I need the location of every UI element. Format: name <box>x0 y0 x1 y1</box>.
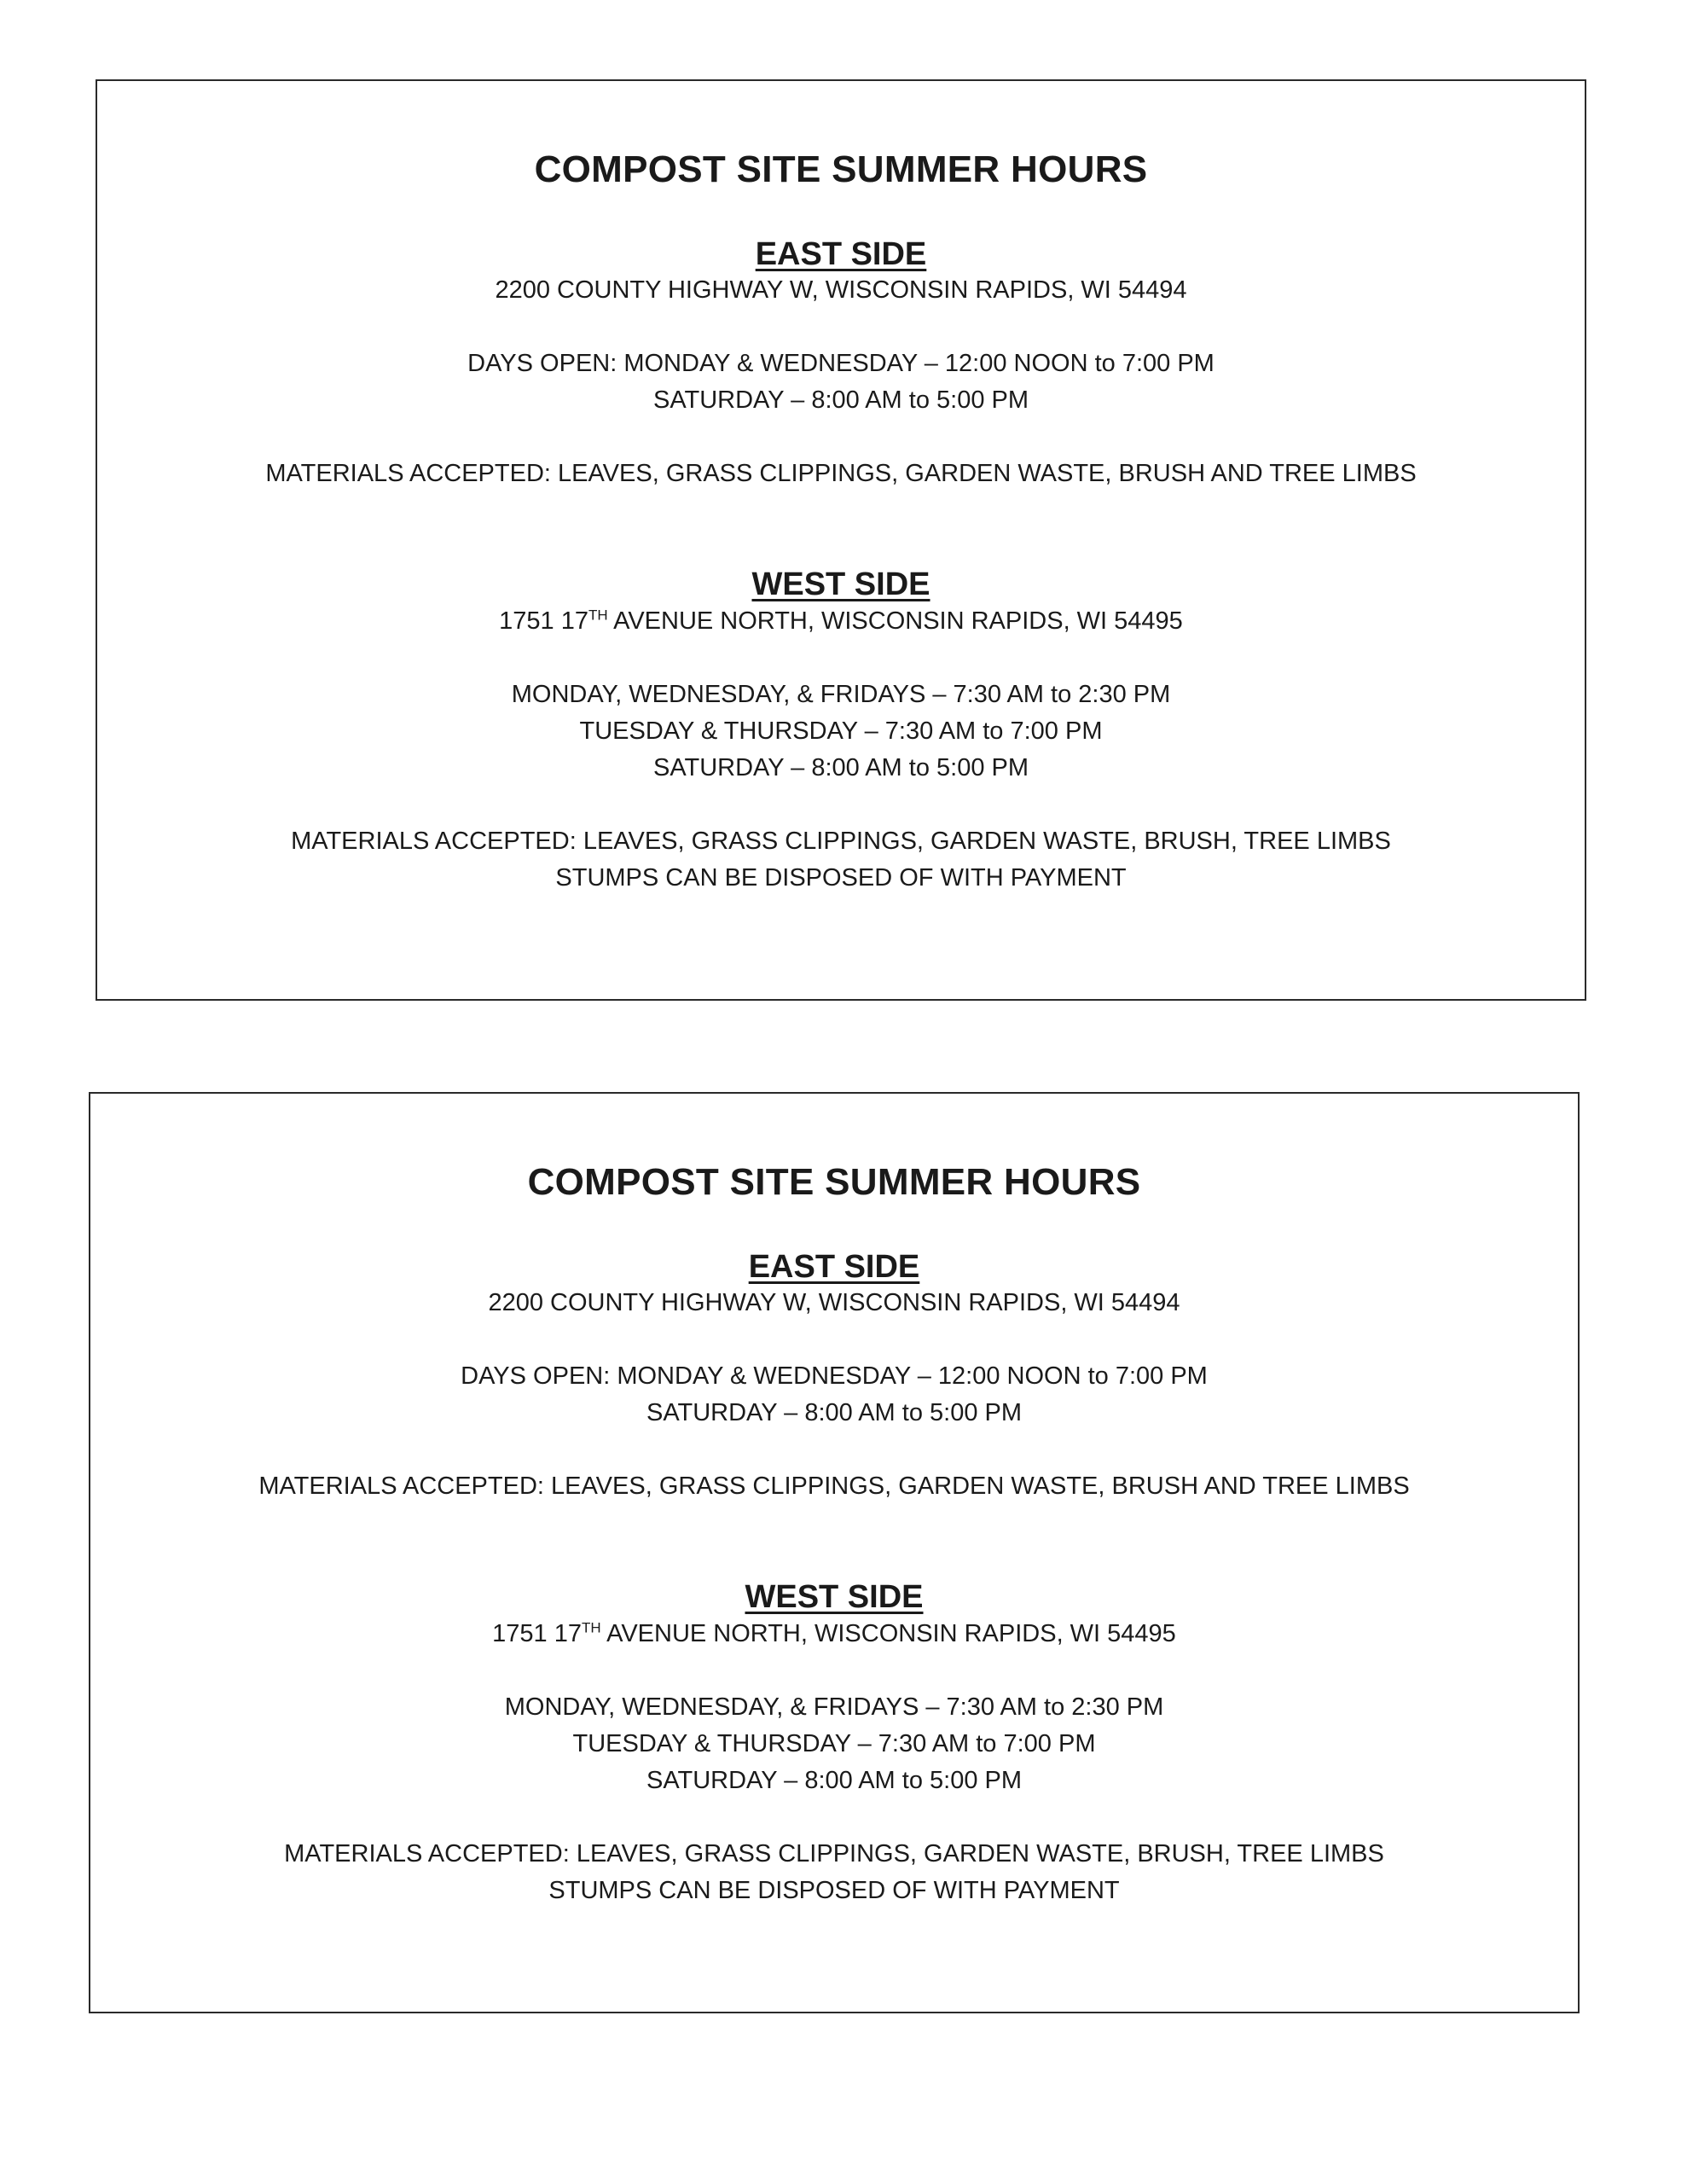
east-side-section <box>90 1248 1578 1506</box>
west-address-number: 1751 17 <box>499 607 588 635</box>
east-hours-line: DAYS OPEN: MONDAY & WEDNESDAY – 12:00 NOON to 7:00 PM <box>461 1362 1208 1391</box>
east-hours-line: SATURDAY – 8:00 AM to 5:00 PM <box>646 1399 1023 1427</box>
stumps-note: STUMPS CAN BE DISPOSED OF WITH PAYMENT <box>555 863 1127 892</box>
west-hours-line: MONDAY, WEDNESDAY, & FRIDAYS – 7:30 AM to 2:30 PM <box>511 680 1171 708</box>
west-address-ordinal-suffix: TH <box>582 1619 601 1636</box>
west-address-rest: AVENUE NORTH, WISCONSIN RAPIDS, WI 54495 <box>607 607 1183 635</box>
west-hours-line: TUESDAY & THURSDAY – 7:30 AM to 7:00 PM <box>572 1729 1096 1757</box>
stumps-note: STUMPS CAN BE DISPOSED OF WITH PAYMENT <box>548 1876 1120 1904</box>
notice-title: COMPOST SITE SUMMER HOURS <box>527 1161 1141 1203</box>
west-side-materials-block <box>97 823 1585 897</box>
east-side-materials: MATERIALS ACCEPTED: LEAVES, GRASS CLIPPINGS, GARDEN WASTE, BRUSH AND TREE LIMBS <box>265 460 1417 488</box>
west-side-hours <box>97 677 1585 787</box>
west-side-section <box>97 566 1585 897</box>
west-hours-line: SATURDAY – 8:00 AM to 5:00 PM <box>646 1766 1023 1794</box>
west-side-hours <box>90 1689 1578 1799</box>
west-side-heading: WEST SIDE <box>745 1579 924 1616</box>
east-side-heading: EAST SIDE <box>748 1248 920 1285</box>
west-side-address <box>90 1616 1578 1653</box>
east-side-hours <box>97 346 1585 419</box>
east-side-materials: MATERIALS ACCEPTED: LEAVES, GRASS CLIPPINGS, GARDEN WASTE, BRUSH AND TREE LIMBS <box>258 1472 1410 1501</box>
east-side-address: 2200 COUNTY HIGHWAY W, WISCONSIN RAPIDS, WI 54494 <box>488 1289 1180 1317</box>
west-side-heading: WEST SIDE <box>751 566 930 603</box>
west-side-section <box>90 1578 1578 1909</box>
west-hours-line: TUESDAY & THURSDAY – 7:30 AM to 7:00 PM <box>579 717 1103 745</box>
west-address-number: 1751 17 <box>492 1619 582 1647</box>
east-side-heading: EAST SIDE <box>755 235 927 272</box>
west-side-materials: MATERIALS ACCEPTED: LEAVES, GRASS CLIPPINGS, GARDEN WASTE, BRUSH, TREE LIMBS <box>291 827 1391 855</box>
west-side-address <box>97 603 1585 640</box>
east-hours-line: SATURDAY – 8:00 AM to 5:00 PM <box>652 386 1029 415</box>
notice-title: COMPOST SITE SUMMER HOURS <box>534 148 1148 190</box>
west-side-materials-block <box>90 1836 1578 1909</box>
east-side-address: 2200 COUNTY HIGHWAY W, WISCONSIN RAPIDS, WI 54494 <box>495 276 1187 305</box>
west-address-rest: AVENUE NORTH, WISCONSIN RAPIDS, WI 54495 <box>600 1619 1176 1647</box>
east-hours-line: DAYS OPEN: MONDAY & WEDNESDAY – 12:00 NOON to 7:00 PM <box>467 350 1215 378</box>
west-hours-line: MONDAY, WEDNESDAY, & FRIDAYS – 7:30 AM to 2:30 PM <box>504 1693 1164 1721</box>
west-side-materials: MATERIALS ACCEPTED: LEAVES, GRASS CLIPPINGS, GARDEN WASTE, BRUSH, TREE LIMBS <box>284 1839 1384 1867</box>
west-address-ordinal-suffix: TH <box>588 607 608 624</box>
east-side-section <box>97 235 1585 493</box>
east-side-hours <box>90 1358 1578 1432</box>
hours-notice-card <box>96 79 1586 1001</box>
hours-notice-card <box>89 1092 1580 2013</box>
west-hours-line: SATURDAY – 8:00 AM to 5:00 PM <box>652 753 1029 781</box>
